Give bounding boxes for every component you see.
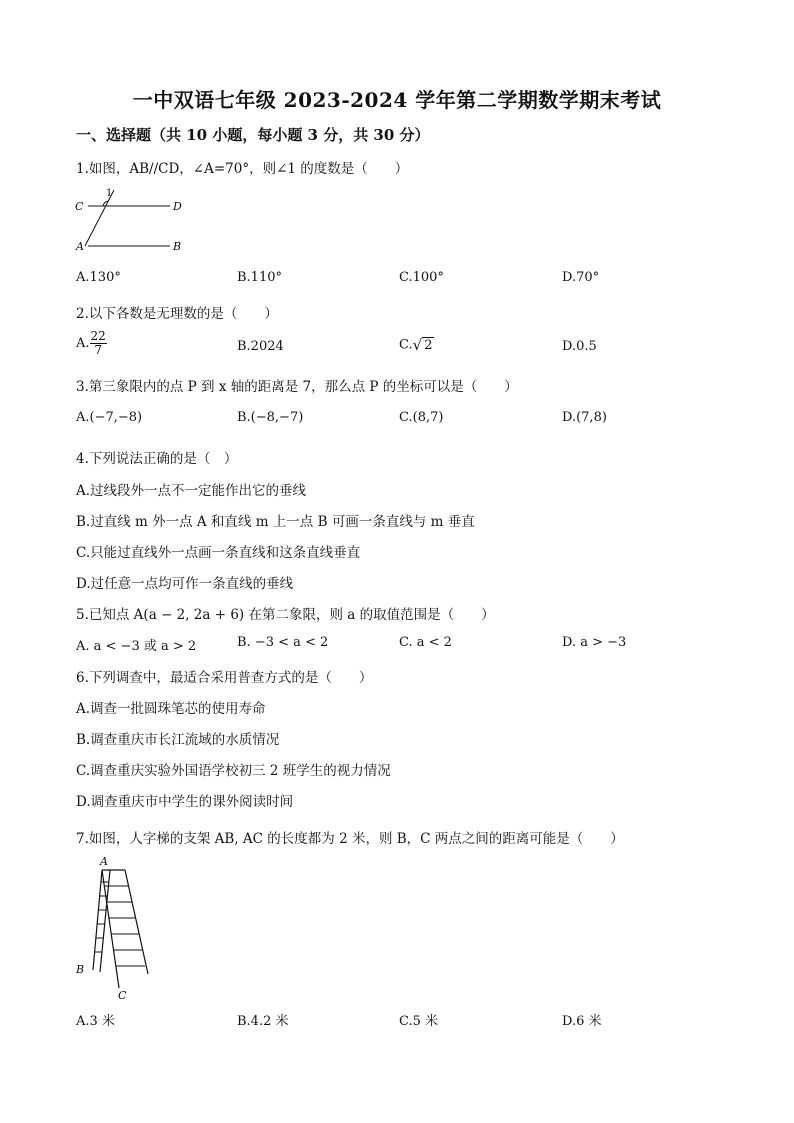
ladder-point-c-label: C bbox=[118, 989, 127, 1002]
fraction bbox=[90, 330, 107, 357]
q5-option-a: A. a < −3 或 a > 2 bbox=[76, 639, 197, 654]
question-6-stem: 6.下列调查中，最适合采用普查方式的是（ ） bbox=[76, 670, 373, 686]
q4-option-c: C.只能过直线外一点画一条直线和这条直线垂直 bbox=[76, 545, 361, 561]
section-heading: 一、选择题（共 10 小题，每小题 3 分，共 30 分） bbox=[76, 126, 430, 144]
q2-option-a-prefix: A. bbox=[76, 336, 90, 351]
question-1-stem: 1.如图，AB//CD，∠A=70°，则∠1 的度数是（ ） bbox=[76, 161, 409, 177]
q5-option-c: C. a < 2 bbox=[399, 635, 452, 650]
q2-option-b: B.2024 bbox=[237, 339, 284, 354]
q7-option-b: B.4.2 米 bbox=[237, 1014, 289, 1029]
fraction-denominator: 7 bbox=[94, 343, 102, 357]
q3-option-d: D.(7,8) bbox=[562, 410, 607, 425]
square-root bbox=[413, 337, 435, 353]
q5-option-d: D. a > −3 bbox=[562, 635, 627, 650]
question-5-stem: 5.已知点 A(a − 2, 2a + 6) 在第二象限，则 a 的取值范围是（ ） bbox=[76, 607, 495, 623]
q3-option-a: A.(−7,−8) bbox=[76, 410, 143, 425]
q2-option-c bbox=[399, 337, 434, 353]
q4-option-b: B.过直线 m 外一点 A 和直线 m 上一点 B 可画一条直线与 m 垂直 bbox=[76, 514, 475, 530]
q3-option-c: C.(8,7) bbox=[399, 410, 444, 425]
point-a-label: A bbox=[76, 240, 84, 253]
point-b-label: B bbox=[173, 240, 182, 253]
question-2-stem: 2.以下各数是无理数的是（ ） bbox=[76, 306, 278, 322]
point-c-label: C bbox=[75, 200, 84, 213]
q3-option-b: B.(−8,−7) bbox=[237, 410, 304, 425]
q1-option-d: D.70° bbox=[562, 270, 600, 285]
question-3-stem: 3.第三象限内的点 P 到 x 轴的距离是 7，那么点 P 的坐标可以是（ ） bbox=[76, 379, 518, 395]
q6-option-b: B.调查重庆市长江流域的水质情况 bbox=[76, 732, 280, 748]
q5-option-b: B. −3 < a < 2 bbox=[237, 635, 329, 650]
q6-option-c: C.调查重庆实验外国语学校初三 2 班学生的视力情况 bbox=[76, 763, 391, 779]
question-4-stem: 4.下列说法正确的是（ ） bbox=[76, 451, 238, 467]
q7-option-c: C.5 米 bbox=[399, 1014, 439, 1029]
q6-option-a: A.调查一批圆珠笔芯的使用寿命 bbox=[76, 701, 266, 717]
q6-option-d: D.调查重庆市中学生的课外阅读时间 bbox=[76, 794, 294, 810]
q4-option-a: A.过线段外一点不一定能作出它的垂线 bbox=[76, 483, 307, 499]
q7-option-d: D.6 米 bbox=[562, 1014, 602, 1029]
q1-option-a: A.130° bbox=[76, 270, 121, 285]
point-d-label: D bbox=[173, 200, 182, 213]
ladder-point-a-label: A bbox=[100, 855, 108, 868]
angle-1-label: 1 bbox=[106, 188, 113, 199]
q4-option-d: D.过任意一点均可作一条直线的垂线 bbox=[76, 576, 294, 592]
fraction-numerator: 22 bbox=[90, 329, 106, 343]
radicand: 2 bbox=[424, 338, 433, 353]
question-7-ladder-figure bbox=[72, 852, 162, 1004]
exam-title: 一中双语七年级 2023-2024 学年第二学期数学期末考试 bbox=[132, 88, 662, 112]
ladder-point-b-label: B bbox=[76, 963, 85, 976]
question-7-stem: 7.如图，人字梯的支架 AB, AC 的长度都为 2 米，则 B，C 两点之间的距离可能是（ ） bbox=[76, 831, 624, 847]
q1-option-c: C.100° bbox=[399, 270, 444, 285]
question-1-figure bbox=[72, 184, 192, 256]
q2-option-d: D.0.5 bbox=[562, 339, 597, 354]
radical-sign: √ bbox=[412, 336, 423, 354]
q7-option-a: A.3 米 bbox=[76, 1014, 115, 1029]
q2-option-a bbox=[76, 330, 107, 357]
q2-option-c-prefix: C. bbox=[399, 337, 413, 353]
q1-option-b: B.110° bbox=[237, 270, 282, 285]
